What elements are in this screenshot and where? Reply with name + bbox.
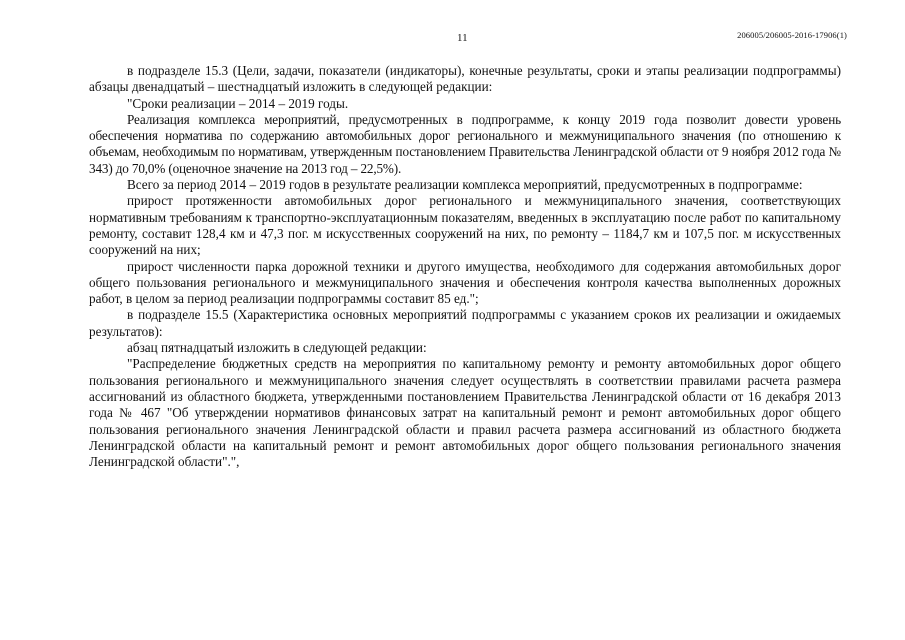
paragraph-fifteenth-abstract: абзац пятнадцатый изложить в следующей редакции: bbox=[127, 340, 427, 356]
paragraph-implementation-results: Реализация комплекса мероприятий, предусмотренных в подпрограмме, к концу 2019 года позволит довести уровень обеспечения норматива по содержанию автомобильных дорог регионального и межмуниципального значения (по отношению к объемам, необходимым по нормативам, утвержденным постановлением Правительства Ленинградской области от 9 ноября 2012 года № 343) до 70,0% (оценочное значение на 2013 год – 22,5%). bbox=[89, 111, 841, 176]
paragraph-subsection-15-5: в подразделе 15.5 (Характеристика основных мероприятий подпрограммы с указанием сроков их реализации и ожидаемых результатов): bbox=[89, 307, 841, 339]
paragraph-road-length-growth: прирост протяженности автомобильных дорог регионального и межмуниципального значения, соответствующих нормативным требованиям к транспортно-эксплуатационным показателям, введенных в эксплуатацию после работ по капитальному ремонту, составит 128,4 км и 47,3 пог. м искусственных сооружений на них, по ремонту – 1184,7 км и 107,5 пог. м искусственных сооружений на них; bbox=[89, 193, 841, 258]
document-body bbox=[89, 63, 841, 470]
paragraph-subsection-15-3: в подразделе 15.3 (Цели, задачи, показатели (индикаторы), конечные результаты, сроки и этапы реализации подпрограммы) абзацы двенадцатый – шестнадцатый изложить в следующей редакции: bbox=[89, 63, 841, 95]
page-number: 11 bbox=[457, 32, 468, 44]
document-id: 206005/206005-2016-17906(1) bbox=[737, 30, 847, 40]
paragraph-implementation-period: "Сроки реализации – 2014 – 2019 годы. bbox=[127, 95, 349, 111]
paragraph-period-total: Всего за период 2014 – 2019 годов в результате реализации комплекса мероприятий, предусмотренных в подпрограмме: bbox=[127, 177, 803, 193]
paragraph-equipment-growth: прирост численности парка дорожной техники и другого имущества, необходимого для содержания автомобильных дорог общего пользования регионального и межмуниципального значения и обеспечения контроля качества выполненных дорожных работ, в целом за период реализации подпрограммы составит 85 ед."; bbox=[89, 258, 841, 307]
paragraph-budget-distribution: "Распределение бюджетных средств на мероприятия по капитальному ремонту и ремонту автомобильных дорог общего пользования регионального и межмуниципального значения следует осуществлять в соответствии правилами расчета размера ассигнований из областного бюджета, утвержденными постановлением Правительства Ленинградской области от 16 декабря 2013 года № 467 "Об утверждении нормативов финансовых затрат на капитальный ремонт и ремонт автомобильных дорог общего пользования регионального значения Ленинградской области и правил расчета размера ассигнований из областного бюджета Ленинградской области на капитальный ремонт и ремонт автомобильных дорог общего пользования регионального значения Ленинградской области".", bbox=[89, 356, 841, 470]
